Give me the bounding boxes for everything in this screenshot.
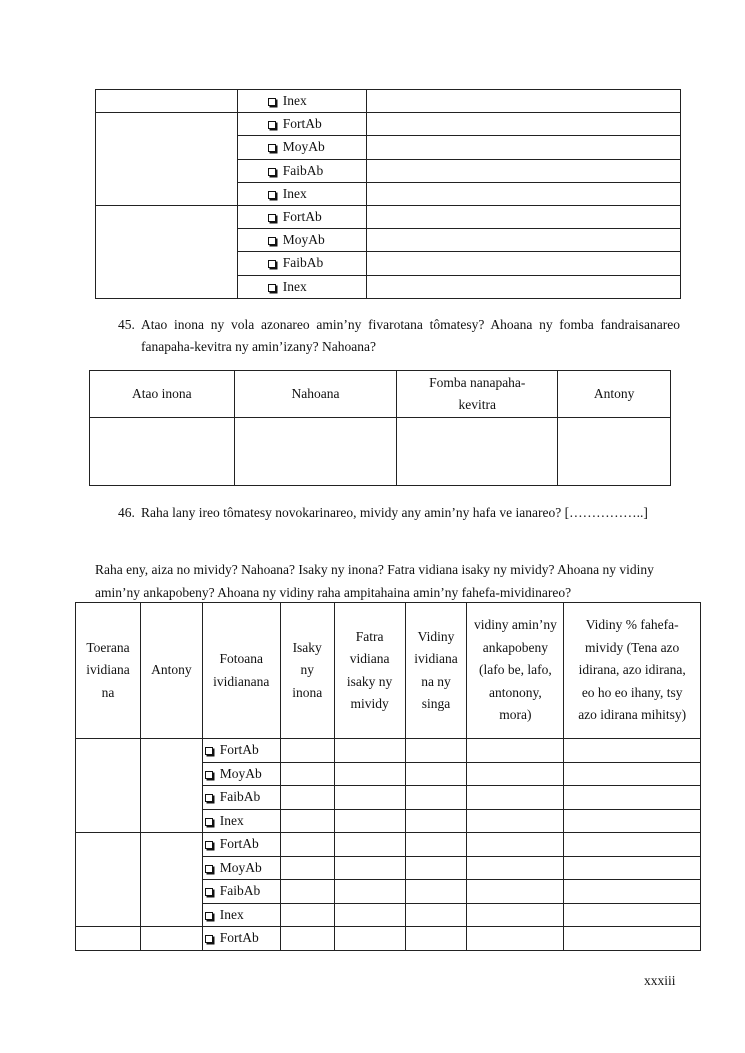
checkbox-icon[interactable] (268, 98, 276, 106)
question-45 (118, 314, 680, 358)
table-cell (280, 739, 334, 763)
option-cell (237, 113, 366, 136)
purchase-table (75, 602, 701, 951)
table-cell (366, 159, 680, 182)
table-cell (76, 927, 141, 951)
table-cell (564, 786, 701, 810)
checkbox-icon[interactable] (268, 284, 276, 292)
table-cell (334, 880, 405, 904)
table-cell (334, 786, 405, 810)
table-cell (366, 275, 680, 298)
table-cell (96, 113, 238, 206)
option-label: MoyAb (219, 765, 262, 781)
option-cell (237, 275, 366, 298)
checkbox-icon[interactable] (205, 935, 213, 943)
checkbox-icon[interactable] (268, 168, 276, 176)
table-cell (467, 833, 564, 857)
table-cell (334, 833, 405, 857)
table-cell (564, 880, 701, 904)
table-cell (96, 205, 238, 298)
header-isaky: Isaky ny inona (280, 603, 334, 739)
table-cell (366, 205, 680, 228)
checkbox-icon[interactable] (205, 794, 213, 802)
option-cell (202, 856, 280, 880)
table-cell (467, 927, 564, 951)
checkbox-icon[interactable] (205, 865, 213, 873)
table-cell (467, 856, 564, 880)
header-vidiny-ankapobeny: vidiny amin’ny ankapobeny (lafo be, lafo, antonony, mora) (467, 603, 564, 739)
table-cell (467, 880, 564, 904)
option-cell (237, 159, 366, 182)
table-cell (405, 786, 467, 810)
money-use-table (89, 370, 671, 486)
table-cell (405, 880, 467, 904)
checkbox-icon[interactable] (268, 260, 276, 268)
table-cell (334, 762, 405, 786)
table-row (76, 739, 701, 763)
header-fatra: Fatra vidiana isaky ny mividy (334, 603, 405, 739)
table-cell (280, 833, 334, 857)
table-cell (280, 809, 334, 833)
table-cell (405, 762, 467, 786)
table-cell (140, 833, 202, 927)
table-cell (405, 833, 467, 857)
option-label: FaibAb (219, 789, 261, 804)
table-cell (280, 880, 334, 904)
question-text: Raha lany ireo tômatesy novokarinareo, mividy any amin’ny hafa ve ianareo? [……………..] (141, 505, 648, 520)
checkbox-icon[interactable] (268, 121, 276, 129)
table-cell (564, 927, 701, 951)
question-number: 46. (118, 505, 135, 520)
checkbox-icon[interactable] (205, 888, 213, 896)
header-fomba: Fomba nanapaha-kevitra (397, 371, 558, 418)
table-cell (467, 739, 564, 763)
table-row (76, 833, 701, 857)
table-cell (467, 809, 564, 833)
table-cell (366, 182, 680, 205)
follow-up-paragraph: Raha eny, aiza no mividy? Nahoana? Isaky ny inona? Fatra vidiana isaky ny mividy? Ahoana ny vidiny amin’ny ankapobeny? Ahoana ny vidiny raha ampitahaina amin’ny fahefa-mividinareo? (95, 562, 654, 600)
table-cell (280, 856, 334, 880)
option-label: Inex (282, 185, 307, 201)
table-row (96, 205, 681, 228)
option-cell (202, 927, 280, 951)
option-label: Inex (282, 93, 307, 109)
table-cell (96, 90, 238, 113)
table-cell (366, 252, 680, 275)
table-cell (467, 786, 564, 810)
table-cell (405, 927, 467, 951)
checkbox-icon[interactable] (268, 237, 276, 245)
table-cell (334, 927, 405, 951)
checkbox-icon[interactable] (205, 818, 213, 826)
checkbox-icon[interactable] (268, 191, 276, 199)
option-cell (237, 205, 366, 228)
table-cell (405, 809, 467, 833)
table-cell (280, 786, 334, 810)
option-cell (202, 809, 280, 833)
table-cell (334, 903, 405, 927)
table-header-row (76, 603, 701, 739)
option-label: MoyAb (219, 859, 262, 875)
option-label: FaibAb (282, 255, 324, 271)
table-cell (397, 418, 558, 486)
option-label: FaibAb (219, 883, 261, 898)
header-antony: Antony (140, 603, 202, 739)
header-nahoana: Nahoana (234, 371, 397, 418)
table-cell (366, 113, 680, 136)
table-cell (366, 90, 680, 113)
option-cell (202, 786, 280, 810)
table-cell (564, 856, 701, 880)
header-fotoana: Fotoana ividianana (202, 603, 280, 739)
table-cell (366, 136, 680, 159)
table-row (96, 90, 681, 113)
table-cell (334, 739, 405, 763)
table-cell (405, 856, 467, 880)
table-cell (467, 903, 564, 927)
option-label: MoyAb (282, 232, 325, 248)
checkbox-icon[interactable] (205, 747, 213, 755)
option-cell (237, 182, 366, 205)
option-label: FortAb (219, 930, 259, 945)
checkbox-icon[interactable] (268, 214, 276, 222)
checkbox-icon[interactable] (268, 144, 276, 152)
table-cell (334, 809, 405, 833)
header-atao-inona: Atao inona (90, 371, 235, 418)
option-label: Inex (219, 812, 244, 828)
option-label: FortAb (282, 209, 322, 225)
question-46 (118, 502, 680, 524)
question-number: 45. (118, 317, 135, 332)
option-cell (202, 739, 280, 763)
option-cell (237, 90, 366, 113)
header-antony: Antony (558, 371, 671, 418)
table-cell (280, 903, 334, 927)
option-label: FortAb (219, 836, 259, 851)
table-header-row (90, 371, 671, 418)
table-cell (334, 856, 405, 880)
option-label: FortAb (219, 742, 259, 757)
option-label: Inex (219, 906, 244, 922)
option-cell (202, 903, 280, 927)
option-label: FortAb (282, 116, 322, 132)
option-label: MoyAb (282, 139, 325, 155)
table-row (90, 418, 671, 486)
table-cell (366, 229, 680, 252)
table-cell (280, 927, 334, 951)
table-cell (564, 762, 701, 786)
checkbox-icon[interactable] (205, 841, 213, 849)
table-cell (564, 833, 701, 857)
table-cell (76, 833, 141, 927)
page-number: xxxiii (644, 973, 676, 988)
header-vidiny-fahefa: Vidiny % fahefa-mividy (Tena azo idirana, azo idirana, eo ho eo ihany, tsy azo idirana mihitsy) (564, 603, 701, 739)
option-label: FaibAb (282, 162, 324, 178)
table-row (76, 927, 701, 951)
checkbox-icon[interactable] (205, 771, 213, 779)
table-cell (405, 739, 467, 763)
table-cell (558, 418, 671, 486)
table-cell (280, 762, 334, 786)
table-cell (405, 903, 467, 927)
header-vidiny-singa: Vidiny ividiana na ny singa (405, 603, 467, 739)
table-cell (140, 739, 202, 833)
table-row (96, 113, 681, 136)
top-options-table (95, 89, 681, 299)
question-text: Atao inona ny vola azonareo amin’ny fivarotana tômatesy? Ahoana ny fomba fandraisanareo fanapaha-kevitra ny amin’izany? Nahoana? (141, 317, 680, 354)
option-cell (202, 762, 280, 786)
table-cell (76, 739, 141, 833)
option-cell (202, 880, 280, 904)
header-toerana: Toerana ividiana na (76, 603, 141, 739)
option-label: Inex (282, 278, 307, 294)
table-cell (564, 739, 701, 763)
option-cell (237, 252, 366, 275)
table-cell (140, 927, 202, 951)
option-cell (237, 136, 366, 159)
table-cell (234, 418, 397, 486)
option-cell (202, 833, 280, 857)
table-cell (564, 903, 701, 927)
table-cell (90, 418, 235, 486)
option-cell (237, 229, 366, 252)
checkbox-icon[interactable] (205, 912, 213, 920)
table-cell (467, 762, 564, 786)
table-cell (564, 809, 701, 833)
